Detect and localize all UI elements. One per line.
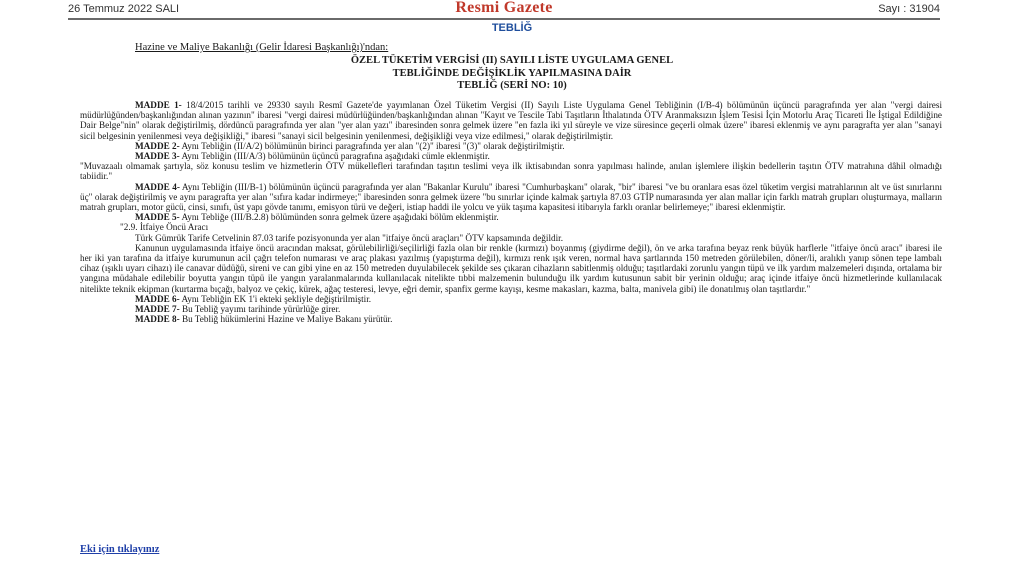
article-label: MADDE 2-	[135, 140, 180, 151]
article-text: Aynı Tebliğin EK 1'i ekteki şekliyle değiştirilmiştir.	[181, 293, 372, 304]
article-text: Aynı Tebliğe (III/B.2.8) bölümünden sonra gelmek üzere aşağıdaki bölüm eklenmiştir.	[181, 212, 499, 223]
article-label: MADDE 4-	[135, 181, 180, 192]
article-label: MADDE 1-	[135, 100, 182, 110]
issuer-line: Hazine ve Maliye Bakanlığı (Gelir İdaresi Başkanlığı)'ndan:	[135, 42, 389, 53]
article-text: 18/4/2015 tarihli ve 29330 sayılı Resmî Gazete'de yayımlanan Özel Tüketim Vergisi (II) Sayılı Liste Uygulama Genel Tebliğinin (I/B-4) bölümünün üçüncü paragrafında yer alan "vergi dairesi müdürlüğünden/başkanlığından alınan yazının" ibaresi "vergi dairesi müdürlüğünden/başkanlığından alınan "Kayıt ve Tescile Tabi Taşıtların İthalatında ÖTV Aranmaksızın İşlem Tesisi İçin Motorlu Araç Ticareti İle İştigal Edildiğine Dair Belge"nin" olarak değiştirilmiş, dördüncü paragrafında yer alan "yer alan yazı" ibaresinden sonra gelmek üzere "en fazla iki yıl süreyle ve vize süresince geçerli olmak üzere" ibaresi eklenmiş ve aynı paragrafta yer alan "sanayi sicil belgesinin yenilenmesi veya değişikliği," ibaresi "sanayi sicil belgesinin yenilenmesi, değişikliği veya vize edilmesi," olarak değiştirilmiştir.	[80, 100, 943, 141]
article-text: Aynı Tebliğin (II/A/2) bölümünün birinci paragrafında yer alan "(2)" ibaresi "(3)" olarak değiştirilmiştir.	[181, 140, 565, 151]
article-text: Aynı Tebliğin (III/B-1) bölümünün üçüncü paragrafında yer alan "Bakanlar Kurulu" ibaresi "Cumhurbaşkanı" olarak, "bir" ibaresi "ve bu oranlara esas özel tüketim vergisi matrahlarının alt ve üst sınırlarını üç" olarak değiştirilmiş ve aynı paragrafta yer alan "sıfıra kadar indirmeye;" ibaresinden sonra gelmek üzere "bu sınırlar içinde kalmak şartıyla 87.03 GTİP numarasında yer alan mallar için farklı matrah grupları oluşturmaya, malların matrah grupları, motor gücü, cinsi, sınıfı, üst yapı gövde tanımı, emisyon türü ve değeri, istiap haddi ile yolcu ve yük taşıma kapasitesi itibarıyla farklı oranlar belirlemeye;" ibaresi eklenmiştir.	[80, 181, 943, 213]
article-6	[80, 294, 942, 304]
gazette-header	[68, 0, 940, 20]
article-8	[80, 314, 942, 324]
article-label: MADDE 3-	[135, 151, 180, 162]
article-label: MADDE 8-	[135, 314, 180, 325]
gazette-title: Resmi Gazete	[455, 0, 553, 16]
document-body	[80, 100, 942, 324]
title-line: ÖZEL TÜKETİM VERGİSİ (II) SAYILI LİSTE UYGULAMA GENEL	[350, 55, 674, 66]
annex-link[interactable]: Eki için tıklayınız	[80, 544, 160, 555]
article-label: MADDE 7-	[135, 304, 180, 315]
title-line: TEBLİĞ (SERİ NO: 10)	[457, 80, 567, 91]
article-1	[80, 100, 942, 141]
subsection-paragraph: Türk Gümrük Tarife Cetvelinin 87.03 tarife pozisyonunda yer alan "itfaiye öncü araçları" ÖTV kapsamında değildir.	[135, 232, 563, 243]
article-label: MADDE 6-	[135, 293, 180, 304]
article-3	[80, 151, 942, 161]
article-3-quote: "Muvazaalı olmamak şartıyla, söz konusu teslim ve hizmetlerin ÖTV mükellefleri tarafından taşıtın teslimi veya ilk iktisabından sonra yapılması halinde, anılan işlemlere ilişkin bedellerin taşıtın ÖTV matrahına dâhil olmadığı tabiidir."	[80, 161, 942, 182]
document-title	[0, 55, 1024, 93]
article-text: Bu Tebliğ hükümlerini Hazine ve Maliye Bakanı yürütür.	[181, 314, 393, 325]
subsection-heading: "2.9. İtfaiye Öncü Aracı	[120, 222, 209, 233]
issue-date: 26 Temmuz 2022 SALI	[68, 3, 180, 15]
article-4	[80, 182, 942, 213]
section-heading: TEBLİĞ	[491, 22, 533, 34]
article-label: MADDE 5-	[135, 212, 180, 223]
article-5	[80, 212, 942, 222]
article-2	[80, 141, 942, 151]
subsection-paragraph: Kanunun uygulamasında itfaiye öncü aracından maksat, görülebilirliği/seçilirliği fazla olan bir renkle (kırmızı) boyanmış (giydirme değil), ön ve arka tarafına beyaz renk büyük harflerle "itfaiye öncü aracı" ibaresi ile her iki yan tarafına da itfaiye kurumunun acil çağrı telefon numarası ve araç plakası yazılmış (yapıştırma değil), kırmızı renk ışık veren, normal hava şartlarında 150 metreden görülebilen, döner/li, aralıklı yanıp sönen tepe lambalı cihaz (ışıklı uyarı cihazı) ile canavar düdüğü, sireni ve can gibi yine en az 150 metreden duyulabilecek şekilde ses çıkaran cihazların sabitlenmiş olduğu; taşıtlardaki zorunlu yangın tüpü ve ilk yardım malzemeleri dışında, ortalama bir yangına müdahale edilebilir boyutta yangın tüpü ile yangın yaralanmalarında kullanılacak nitelikte tıbbi malzemenin bulunduğu ilk yardım kutusunun sabit bir yerinin olduğu; araç içinde itfaiye öncü hizmetlerinde kullanılacak nitelikte teknik ekipman (kurtarma bıçağı, balyoz ve çekiç, kürek, ağaç testeresi, levye, eğri demir, spanfix germe kayışı, kesme makasları, kazma, balta, manivela gibi) ile donatılmış olan taşıtlardır."	[80, 242, 942, 294]
article-text: Bu Tebliğ yayımı tarihinde yürürlüğe girer.	[181, 304, 341, 315]
article-text: Aynı Tebliğin (III/A/3) bölümünün üçüncü paragrafına aşağıdaki cümle eklenmiştir.	[181, 151, 490, 162]
title-line: TEBLİĞİNDE DEĞİŞİKLİK YAPILMASINA DAİR	[392, 67, 632, 79]
article-7	[80, 304, 942, 314]
issue-number: Sayı : 31904	[878, 3, 940, 15]
